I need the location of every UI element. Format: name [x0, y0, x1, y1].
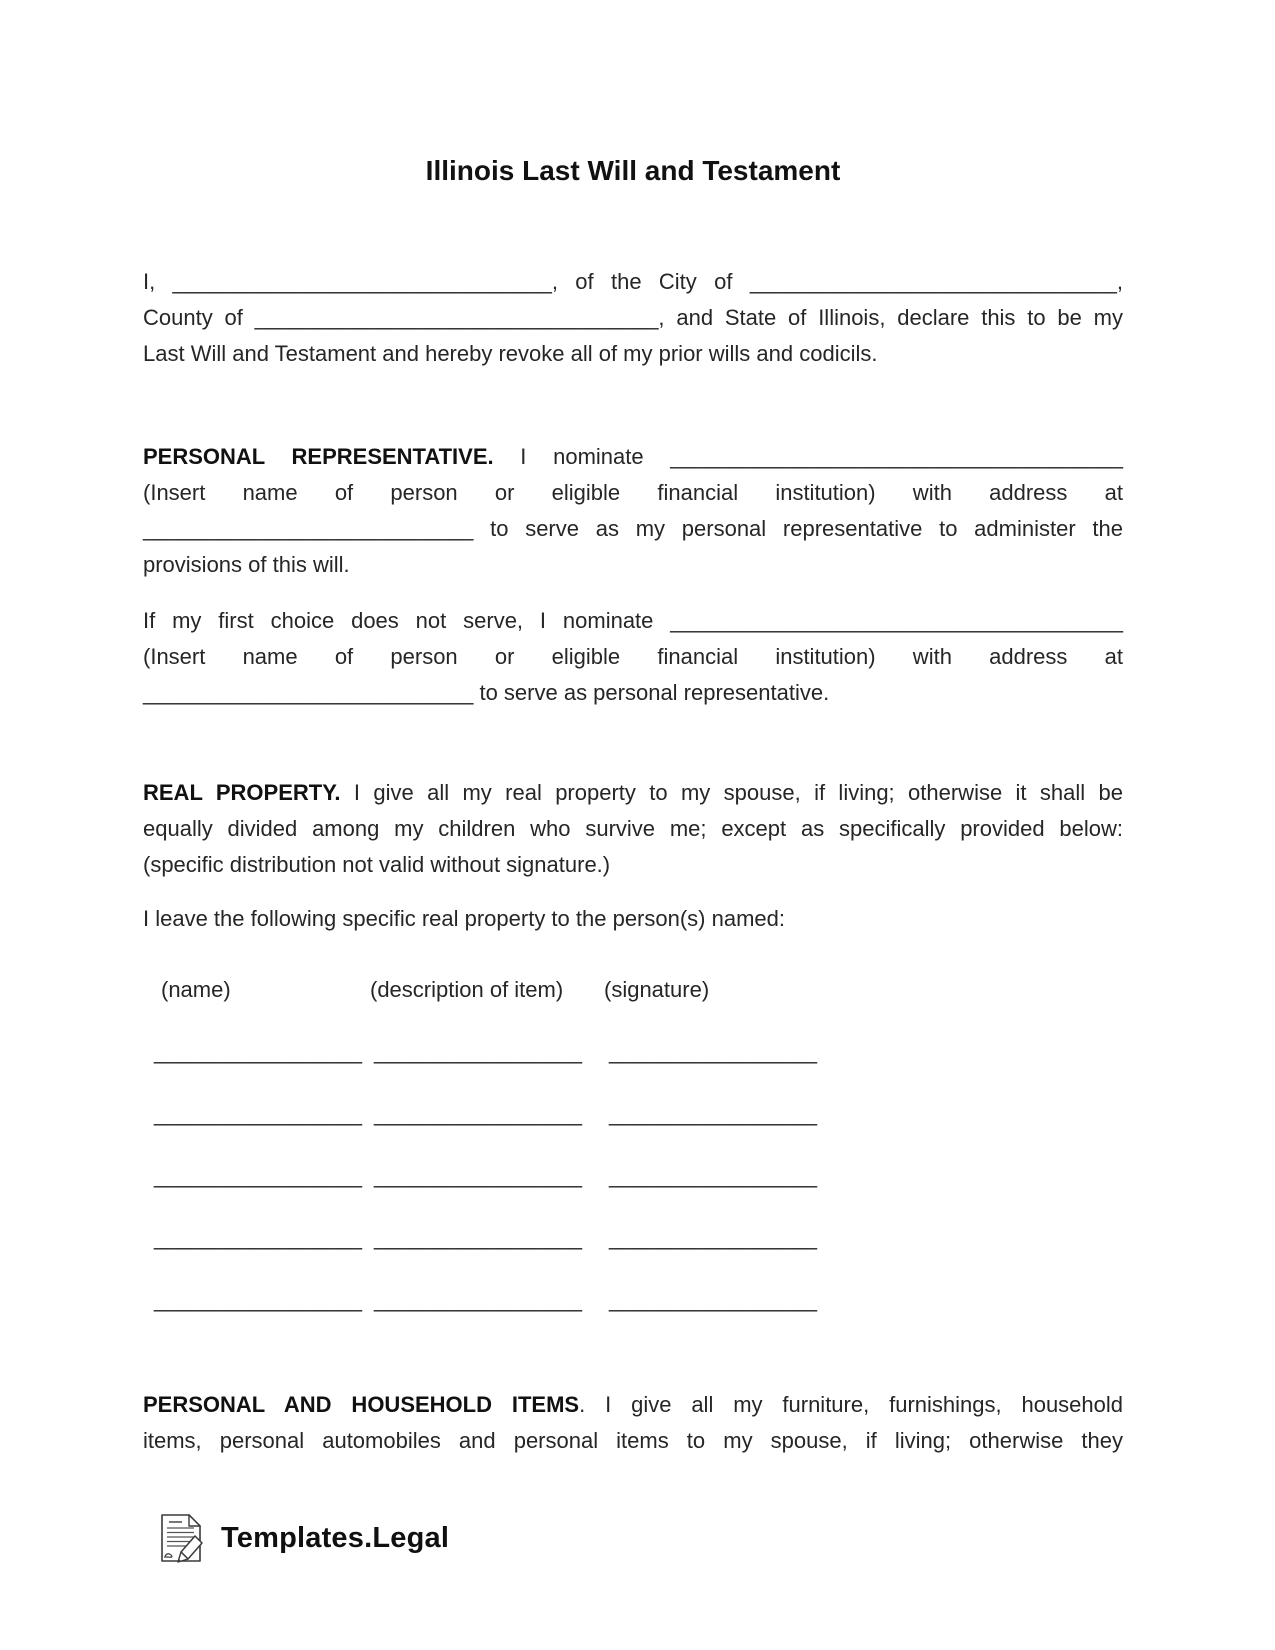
text-line [143, 775, 1123, 811]
blank-line: _________________ [374, 1287, 583, 1312]
blank-line: _________________ [609, 1039, 818, 1064]
text-line: provisions of this will. [143, 552, 350, 577]
text-run: I give all my real property to my spouse, if living; otherwise it shall be [340, 780, 1123, 805]
blank-line: _________________ [374, 1101, 583, 1126]
text-line: ___________________________ to serve as personal representative. [143, 680, 830, 705]
blank-line: _________________ [609, 1287, 818, 1312]
section-heading-personal-household: PERSONAL AND HOUSEHOLD ITEMS [143, 1392, 580, 1417]
text-line: (Insert name of person or eligible financial institution) with address at [143, 480, 1123, 505]
text-line: County of _________________________________, and State of Illinois, declare this to be my [143, 305, 1123, 330]
text-line: (specific distribution not valid without signature.) [143, 852, 611, 877]
blank-line: _________________ [609, 1101, 818, 1126]
intro-paragraph [143, 264, 1123, 372]
brand-name: Templates.Legal [221, 1521, 450, 1554]
column-header-signature: (signature) [604, 977, 710, 1002]
brand-logo [156, 1512, 449, 1564]
page-title: Illinois Last Will and Testament [425, 155, 841, 186]
blank-rows-table [143, 1034, 1123, 1344]
section-heading-personal-representative: PERSONAL REPRESENTATIVE. [143, 444, 494, 469]
text-line: I leave the following specific real property to the person(s) named: [143, 906, 785, 931]
blank-line: _________________ [374, 1039, 583, 1064]
column-header-name: (name) [161, 977, 231, 1002]
text-line: equally divided among my children who survive me; except as specifically provided below: [143, 816, 1123, 841]
blank-line: _________________ [374, 1225, 583, 1250]
blank-line: _________________ [154, 1039, 363, 1064]
personal-household-paragraph [143, 1387, 1123, 1459]
text-line [143, 439, 1123, 475]
column-header-description: (description of item) [370, 977, 564, 1002]
blank-line: _________________ [154, 1287, 363, 1312]
text-line: I, _______________________________, of the City of ______________________________, [143, 269, 1123, 294]
text-run: . I give all my furniture, furnishings, household [579, 1392, 1124, 1417]
section-heading-real-property: REAL PROPERTY. [143, 780, 341, 805]
blank-line: _________________ [154, 1225, 363, 1250]
table-row [143, 1282, 1123, 1344]
table-row [143, 1220, 1123, 1282]
blank-line: _________________ [374, 1163, 583, 1188]
document-pencil-icon [156, 1512, 206, 1564]
table-header-row [143, 972, 1123, 1008]
real-property-lead-in [143, 901, 1123, 937]
blank-line: _________________ [609, 1163, 818, 1188]
blank-line: _________________ [609, 1225, 818, 1250]
text-run: I nominate _____________________________________ [493, 444, 1123, 469]
table-row [143, 1034, 1123, 1096]
table-row [143, 1096, 1123, 1158]
blank-line: _________________ [154, 1101, 363, 1126]
personal-representative-paragraph [143, 439, 1123, 583]
text-line: If my first choice does not serve, I nominate _____________________________________ [143, 608, 1123, 633]
text-line: Last Will and Testament and hereby revoke all of my prior wills and codicils. [143, 341, 878, 366]
text-line [143, 1387, 1123, 1423]
blank-line: _________________ [154, 1163, 363, 1188]
real-property-paragraph [143, 775, 1123, 883]
text-line: items, personal automobiles and personal items to my spouse, if living; otherwise they [143, 1428, 1123, 1453]
text-line: (Insert name of person or eligible financial institution) with address at [143, 644, 1123, 669]
text-line: ___________________________ to serve as my personal representative to administer the [143, 516, 1123, 541]
table-row [143, 1158, 1123, 1220]
alternate-representative-paragraph [143, 603, 1123, 711]
